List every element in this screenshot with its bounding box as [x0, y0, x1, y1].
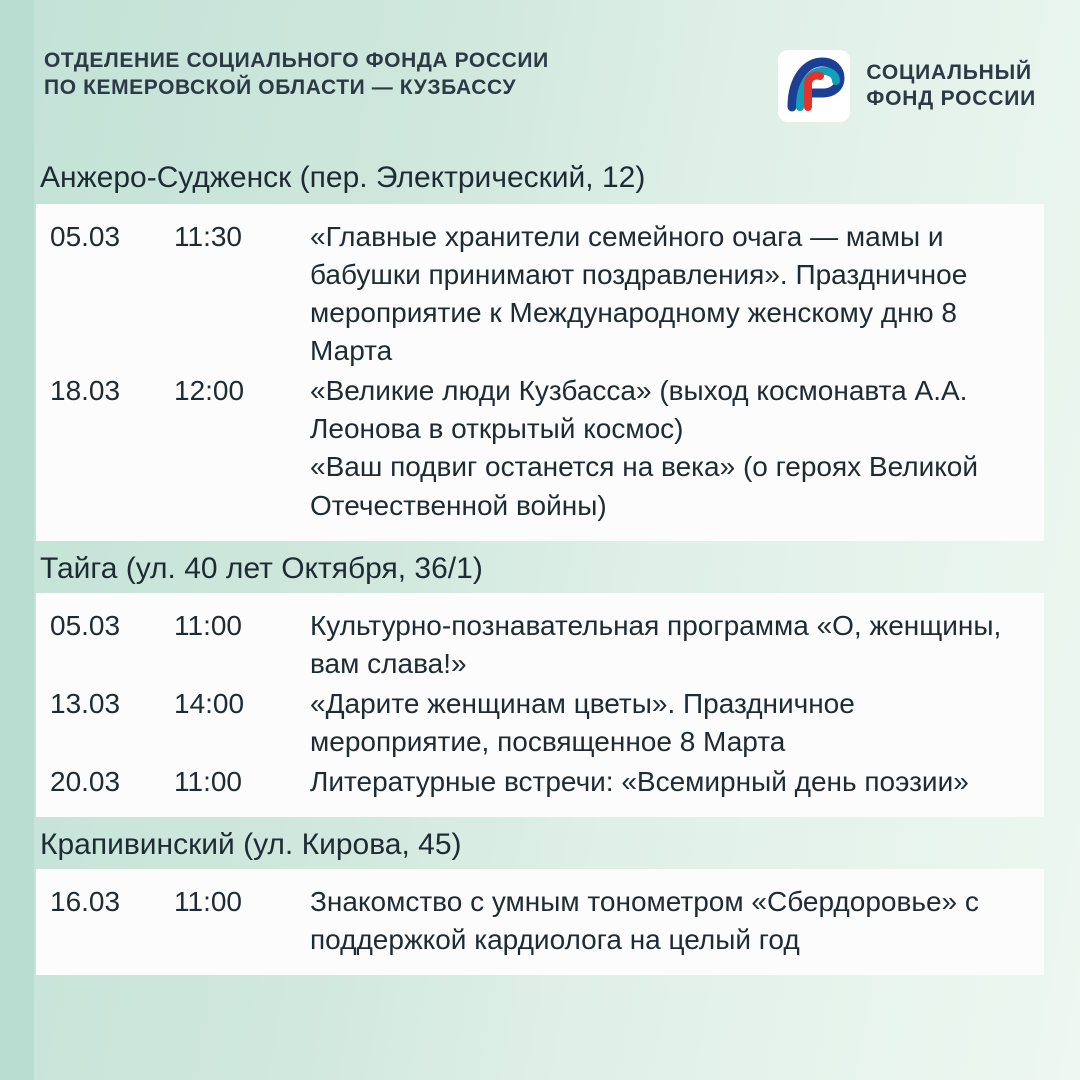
event-time: 14:00 [174, 687, 245, 719]
event-date: 05.03 [50, 609, 121, 641]
event-time: 11:00 [174, 609, 242, 641]
event-description: «Главные хранители семейного очага — мамы и бабушки принимают поздравления». Праздничное мероприятие к Международному женскому дню 8 Марта [310, 221, 968, 367]
brand-text-line1: СОЦИАЛЬНЫЙ [866, 60, 1032, 84]
schedule-content [0, 156, 1080, 975]
table-row [36, 883, 1044, 959]
event-time: 11:00 [174, 765, 242, 797]
event-description: «Дарите женщинам цветы». Праздничное мероприятие, посвященное 8 Марта [310, 687, 855, 757]
schedule-table [36, 593, 1044, 817]
event-description: Культурно-познавательная программа «О, женщины, вам слава!» [310, 609, 1002, 679]
brand-text [866, 60, 1036, 112]
organization-title [44, 48, 549, 102]
event-time: 12:00 [174, 375, 245, 407]
city-heading: Анжеро-Судженск (пер. Электрический, 12) [40, 161, 646, 194]
event-description: «Великие люди Кузбасса» (выход космонавта А.А. Леонова в открытый космос) [310, 375, 968, 445]
event-description-group [310, 372, 1034, 524]
schedule-table [36, 869, 1044, 975]
sfr-logo-icon [778, 50, 850, 122]
event-description: Литературные встречи: «Всемирный день поэзии» [310, 765, 969, 797]
city-heading: Тайга (ул. 40 лет Октября, 36/1) [40, 551, 483, 585]
schedule-table [36, 204, 1044, 541]
page-header [0, 0, 1080, 122]
city-heading: Крапивинский (ул. Кирова, 45) [40, 828, 462, 862]
event-description-secondary: «Ваш подвиг останется на века» (о героях Великой Отечественной войны) [310, 451, 978, 521]
event-date: 20.03 [50, 765, 121, 797]
organization-title-line1: ОТДЕЛЕНИЕ СОЦИАЛЬНОГО ФОНДА РОССИИ [44, 49, 549, 72]
event-time: 11:00 [174, 886, 242, 918]
event-date: 13.03 [50, 687, 121, 719]
table-row [36, 372, 1044, 524]
event-date: 05.03 [50, 221, 121, 252]
table-row [36, 607, 1044, 683]
brand-block [778, 48, 1036, 122]
organization-title-line2: ПО КЕМЕРОВСКОЙ ОБЛАСТИ — КУЗБАССУ [44, 75, 517, 99]
brand-text-line2: ФОНД РОССИИ [866, 87, 1036, 110]
event-date: 18.03 [50, 375, 121, 407]
event-description: Знакомство с умным тонометром «Сбердоровье» с поддержкой кардиолога на целый год [310, 886, 979, 956]
event-time: 11:30 [174, 221, 242, 252]
table-row [36, 218, 1044, 370]
event-date: 16.03 [50, 886, 121, 918]
table-row [36, 763, 1044, 801]
table-row [36, 685, 1044, 761]
